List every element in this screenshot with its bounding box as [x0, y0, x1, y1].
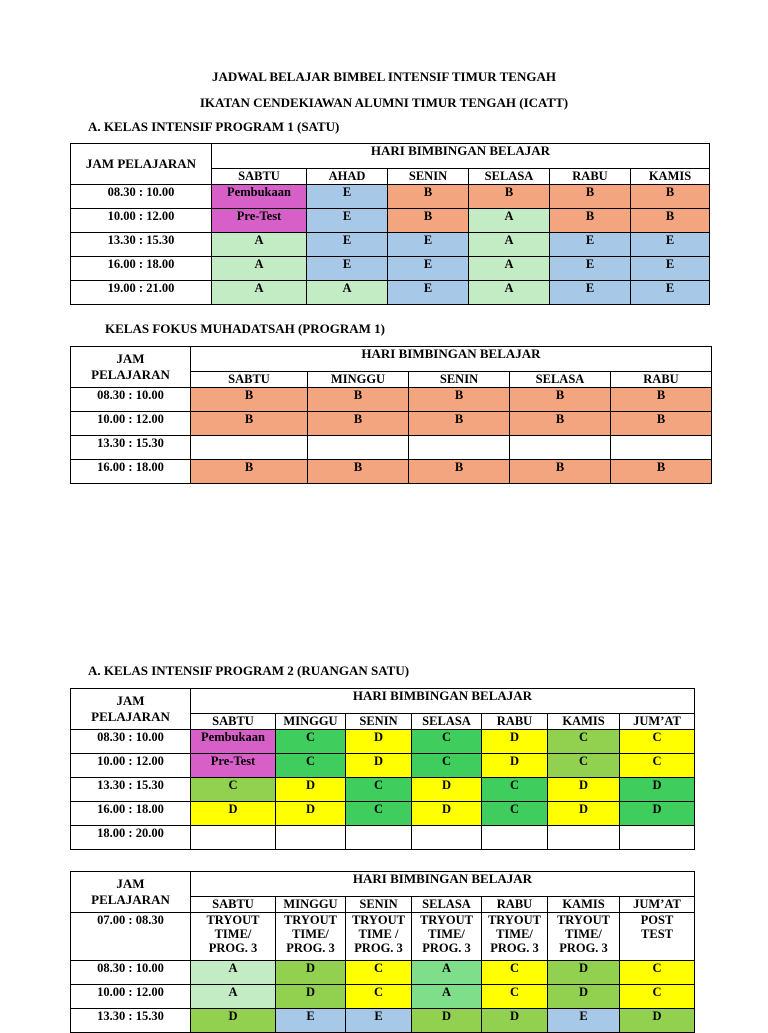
table-row	[71, 281, 710, 305]
schedule-cell: E	[550, 233, 631, 257]
section-heading-program-1: A. KELAS INTENSIF PROGRAM 1 (SATU)	[88, 119, 340, 134]
schedule-cell: B	[409, 412, 510, 436]
schedule-cell: D	[620, 1009, 695, 1033]
schedule-cell: A	[412, 961, 482, 985]
tryout-line: TRYOUT	[351, 913, 406, 927]
day-header: RABU	[611, 371, 712, 387]
table-row	[71, 436, 712, 460]
schedule-cell: E	[550, 281, 631, 305]
day-header: SENIN	[409, 371, 510, 387]
schedule-cell: A	[191, 961, 276, 985]
schedule-cell: B	[409, 460, 510, 484]
time-slot: 16.00 : 18.00	[71, 460, 191, 484]
tryout-line: TIME/	[214, 927, 252, 941]
schedule-cell: C	[620, 730, 695, 754]
day-header: RABU	[482, 896, 548, 912]
tryout-line: TRYOUT	[556, 913, 611, 927]
schedule-cell: D	[482, 1009, 548, 1033]
table-header-row	[71, 347, 712, 372]
schedule-cell	[412, 826, 482, 850]
table-row	[71, 209, 710, 233]
schedule-cell: C	[548, 754, 620, 778]
jam-header-line: PELAJARAN	[91, 367, 170, 382]
time-slot: 08.30 : 10.00	[71, 961, 191, 985]
schedule-cell: E	[307, 233, 388, 257]
schedule-cell: D	[548, 778, 620, 802]
schedule-cell	[510, 436, 611, 460]
schedule-cell	[482, 826, 548, 850]
schedule-cell	[409, 436, 510, 460]
schedule-cell: Pembukaan	[212, 185, 307, 209]
day-header: SELASA	[510, 371, 611, 387]
schedule-cell: D	[346, 754, 412, 778]
schedule-cell: B	[388, 185, 469, 209]
jam-header-line: JAM	[116, 351, 145, 366]
schedule-cell: A	[469, 257, 550, 281]
table-row	[71, 460, 712, 484]
jam-pelajaran-header: JAM PELAJARAN	[71, 144, 212, 185]
table-row	[71, 257, 710, 281]
schedule-cell: D	[276, 778, 346, 802]
schedule-cell: C	[482, 985, 548, 1009]
schedule-cell: E	[307, 185, 388, 209]
time-slot: 07.00 : 08.30	[71, 913, 191, 961]
time-slot: 13.30 : 15.30	[71, 1009, 191, 1033]
schedule-cell: Pre-Test	[191, 754, 276, 778]
schedule-cell: D	[620, 778, 695, 802]
table-row	[71, 802, 695, 826]
tryout-line: PROG. 3	[354, 941, 403, 955]
tryout-line: PROG. 3	[559, 941, 608, 955]
schedule-cell: C	[412, 730, 482, 754]
schedule-cell	[276, 826, 346, 850]
schedule-cell: C	[346, 778, 412, 802]
tryout-line: PROG. 3	[208, 941, 258, 955]
table-header-row	[71, 144, 710, 169]
tryout-line: TRYOUT	[487, 913, 542, 927]
tryout-line: POST	[640, 913, 674, 927]
tryout-line: TRYOUT	[419, 913, 474, 927]
schedule-cell: Pembukaan	[191, 730, 276, 754]
schedule-cell: A	[212, 233, 307, 257]
table-row	[71, 961, 695, 985]
tryout-line: TIME/	[292, 927, 329, 941]
schedule-cell: E	[276, 1009, 346, 1033]
day-header: KAMIS	[631, 168, 710, 184]
jam-pelajaran-header	[71, 872, 191, 913]
schedule-cell: B	[308, 388, 409, 412]
schedule-cell: D	[548, 961, 620, 985]
day-header: MINGGU	[276, 896, 346, 912]
table-row	[71, 388, 712, 412]
day-header: SABTU	[191, 713, 276, 729]
schedule-cell: B	[409, 388, 510, 412]
schedule-cell: C	[482, 802, 548, 826]
table-row	[71, 412, 712, 436]
time-slot: 08.30 : 10.00	[71, 388, 191, 412]
schedule-cell: B	[611, 388, 712, 412]
schedule-cell: E	[388, 233, 469, 257]
tryout-line: TRYOUT	[206, 913, 260, 927]
tryout-cell	[412, 913, 482, 961]
schedule-cell: B	[550, 185, 631, 209]
schedule-cell: E	[548, 1009, 620, 1033]
time-slot: 13.30 : 15.30	[71, 778, 191, 802]
time-slot: 10.00 : 12.00	[71, 985, 191, 1009]
schedule-cell: B	[550, 209, 631, 233]
post-test-cell	[620, 913, 695, 961]
document-subtitle: IKATAN CENDEKIAWAN ALUMNI TIMUR TENGAH (ICATT)	[199, 95, 569, 110]
section-heading-muhadatsah: KELAS FOKUS MUHADATSAH (PROGRAM 1)	[105, 321, 385, 336]
schedule-cell: C	[620, 985, 695, 1009]
hari-bimbingan-header: HARI BIMBINGAN BELAJAR	[191, 689, 695, 714]
table-row	[71, 754, 695, 778]
schedule-cell: C	[276, 754, 346, 778]
day-header: JUM’AT	[620, 713, 695, 729]
day-header: SENIN	[346, 713, 412, 729]
schedule-table-program-2	[70, 688, 695, 850]
tryout-cell	[346, 913, 412, 961]
jam-header-line: JAM	[116, 876, 145, 891]
schedule-cell: A	[412, 985, 482, 1009]
schedule-cell: D	[412, 802, 482, 826]
schedule-cell	[191, 436, 308, 460]
schedule-cell	[620, 826, 695, 850]
time-slot: 18.00 : 20.00	[71, 826, 191, 850]
schedule-cell: C	[412, 754, 482, 778]
schedule-cell: B	[191, 412, 308, 436]
time-slot: 10.00 : 12.00	[71, 754, 191, 778]
schedule-cell: B	[631, 209, 710, 233]
schedule-cell: B	[191, 460, 308, 484]
day-header: RABU	[482, 713, 548, 729]
schedule-cell: C	[620, 754, 695, 778]
tryout-line: TIME/	[428, 927, 465, 941]
schedule-cell: C	[620, 961, 695, 985]
schedule-cell: B	[510, 412, 611, 436]
schedule-cell	[548, 826, 620, 850]
time-slot: 10.00 : 12.00	[71, 412, 191, 436]
time-slot: 16.00 : 18.00	[71, 802, 191, 826]
schedule-cell: A	[469, 209, 550, 233]
table-row	[71, 233, 710, 257]
jam-pelajaran-header	[71, 347, 191, 388]
schedule-cell: E	[388, 257, 469, 281]
day-header: MINGGU	[308, 371, 409, 387]
schedule-cell: E	[550, 257, 631, 281]
schedule-cell: B	[510, 460, 611, 484]
time-slot: 19.00 : 21.00	[71, 281, 212, 305]
schedule-cell: B	[611, 412, 712, 436]
schedule-cell: E	[307, 209, 388, 233]
table-row	[71, 778, 695, 802]
table-row	[71, 185, 710, 209]
schedule-cell: A	[307, 281, 388, 305]
tryout-line: PROG. 3	[490, 941, 539, 955]
schedule-cell: D	[276, 802, 346, 826]
schedule-table-muhadatsah	[70, 346, 712, 484]
hari-bimbingan-header: HARI BIMBINGAN BELAJAR	[191, 872, 695, 897]
schedule-cell: D	[276, 985, 346, 1009]
time-slot: 08.30 : 10.00	[71, 185, 212, 209]
time-slot: 13.30 : 15.30	[71, 436, 191, 460]
schedule-cell: E	[631, 281, 710, 305]
schedule-cell: D	[548, 985, 620, 1009]
tryout-cell	[548, 913, 620, 961]
tryout-line: PROG. 3	[286, 941, 335, 955]
tryout-cell	[276, 913, 346, 961]
schedule-cell	[308, 436, 409, 460]
schedule-cell: D	[191, 802, 276, 826]
schedule-cell: C	[346, 985, 412, 1009]
hari-bimbingan-header: HARI BIMBINGAN BELAJAR	[191, 347, 712, 372]
time-slot: 16.00 : 18.00	[71, 257, 212, 281]
tryout-line: TIME/	[496, 927, 533, 941]
schedule-cell: D	[191, 1009, 276, 1033]
table-row-tryout	[71, 913, 695, 961]
schedule-cell	[611, 436, 712, 460]
tryout-line: PROG. 3	[422, 941, 471, 955]
schedule-cell: Pre-Test	[212, 209, 307, 233]
schedule-cell: B	[510, 388, 611, 412]
tryout-cell	[482, 913, 548, 961]
day-header: SELASA	[412, 896, 482, 912]
schedule-cell: A	[212, 257, 307, 281]
table-header-row	[71, 872, 695, 897]
schedule-cell: D	[482, 730, 548, 754]
table-row	[71, 985, 695, 1009]
jam-header-line: PELAJARAN	[91, 709, 170, 724]
schedule-table-program-2-tryout	[70, 871, 695, 1033]
table-row	[71, 826, 695, 850]
day-header: RABU	[550, 168, 631, 184]
schedule-table-program-1	[70, 143, 710, 305]
schedule-cell: E	[631, 257, 710, 281]
schedule-cell	[191, 826, 276, 850]
schedule-cell: D	[412, 1009, 482, 1033]
tryout-cell	[191, 913, 276, 961]
schedule-cell: C	[276, 730, 346, 754]
schedule-cell: B	[308, 412, 409, 436]
schedule-cell: A	[469, 233, 550, 257]
schedule-cell: C	[482, 961, 548, 985]
schedule-cell: E	[631, 233, 710, 257]
schedule-cell	[346, 826, 412, 850]
schedule-cell: A	[469, 281, 550, 305]
jam-header-line: PELAJARAN	[91, 892, 170, 907]
day-header: SELASA	[412, 713, 482, 729]
schedule-cell: D	[548, 802, 620, 826]
schedule-cell: B	[611, 460, 712, 484]
schedule-cell: A	[191, 985, 276, 1009]
tryout-line: TEST	[641, 927, 673, 941]
section-heading-program-2: A. KELAS INTENSIF PROGRAM 2 (RUANGAN SATU)	[88, 663, 410, 678]
schedule-cell: C	[548, 730, 620, 754]
tryout-line: TRYOUT	[283, 913, 338, 927]
time-slot: 13.30 : 15.30	[71, 233, 212, 257]
schedule-cell: E	[307, 257, 388, 281]
table-header-row	[71, 689, 695, 714]
tryout-line: TIME /	[358, 927, 399, 941]
schedule-cell: C	[346, 802, 412, 826]
day-header: KAMIS	[548, 896, 620, 912]
schedule-cell: D	[620, 802, 695, 826]
schedule-cell: E	[346, 1009, 412, 1033]
schedule-cell: C	[346, 961, 412, 985]
day-header: AHAD	[307, 168, 388, 184]
jam-pelajaran-header	[71, 689, 191, 730]
schedule-cell: B	[308, 460, 409, 484]
jam-header-line: JAM	[116, 693, 145, 708]
schedule-cell: C	[191, 778, 276, 802]
table-row	[71, 730, 695, 754]
day-header: SABTU	[212, 168, 307, 184]
schedule-cell: D	[412, 778, 482, 802]
schedule-cell: D	[346, 730, 412, 754]
schedule-cell: D	[482, 754, 548, 778]
schedule-cell: D	[276, 961, 346, 985]
schedule-cell: E	[388, 281, 469, 305]
day-header: KAMIS	[548, 713, 620, 729]
time-slot: 10.00 : 12.00	[71, 209, 212, 233]
day-header: SELASA	[469, 168, 550, 184]
tryout-line: TIME/	[565, 927, 602, 941]
document-title: JADWAL BELAJAR BIMBEL INTENSIF TIMUR TENGAH	[212, 69, 556, 84]
day-header: SABTU	[191, 896, 276, 912]
day-header: MINGGU	[276, 713, 346, 729]
day-header: SENIN	[388, 168, 469, 184]
schedule-cell: B	[631, 185, 710, 209]
schedule-cell: A	[212, 281, 307, 305]
schedule-cell: B	[191, 388, 308, 412]
schedule-cell: B	[469, 185, 550, 209]
day-header: SENIN	[346, 896, 412, 912]
time-slot: 08.30 : 10.00	[71, 730, 191, 754]
schedule-cell: C	[482, 778, 548, 802]
day-header: SABTU	[191, 371, 308, 387]
day-header: JUM’AT	[620, 896, 695, 912]
schedule-cell: B	[388, 209, 469, 233]
hari-bimbingan-header: HARI BIMBINGAN BELAJAR	[212, 144, 710, 169]
table-row	[71, 1009, 695, 1033]
